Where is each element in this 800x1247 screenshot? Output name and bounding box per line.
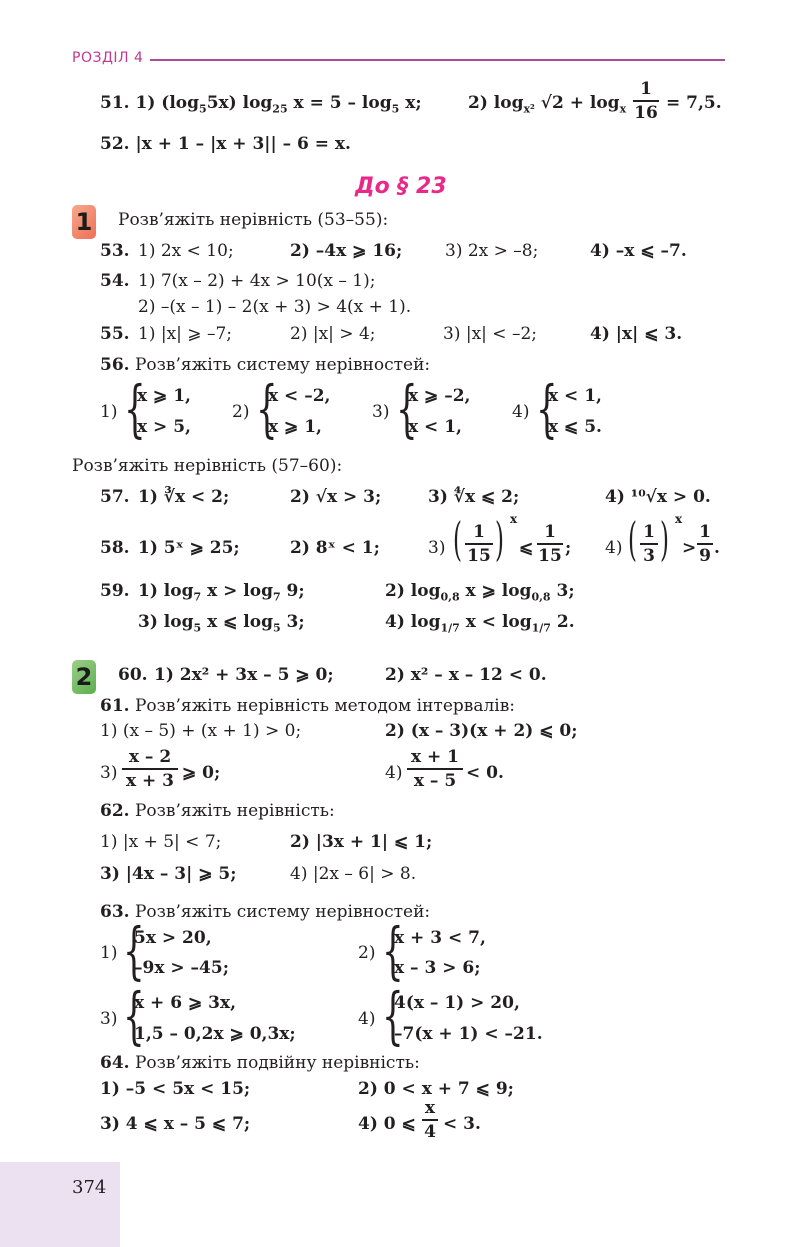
- header-rule: [150, 59, 725, 61]
- p58-4-fraction: 1 3: [640, 522, 658, 566]
- sys56-1-label: 1): [100, 402, 118, 422]
- p62-item-3: 3) |4x – 3| ⩾ 5;: [100, 864, 237, 884]
- p59-item-1: 1) $\log_7 x > \log_7 9$;: [138, 581, 305, 604]
- p54-line-1: 1) 7(x – 2) + 4x > 10(x – 1);: [138, 271, 376, 291]
- sys56-4-a: x < 1,: [548, 386, 602, 406]
- problem-51-2-end: = 7,5.: [666, 93, 722, 113]
- problem-56: 56. Розв’яжіть систему нерівностей:: [100, 355, 431, 375]
- p55-item-2: 2) |x| > 4;: [290, 324, 376, 344]
- sys63-2-a: x + 3 < 7,: [394, 928, 486, 948]
- p62-item-1: 1) |x + 5| < 7;: [100, 832, 222, 852]
- fraction-1-16: 1 16: [634, 79, 658, 123]
- problem-63: 63. Розв’яжіть систему нерівностей:: [100, 902, 431, 922]
- sys56-1-a: x ⩾ 1,: [137, 386, 191, 406]
- p55-item-4: 4) |x| ⩽ 3.: [590, 324, 683, 344]
- p61-3-relation: ⩾ 0;: [182, 763, 221, 783]
- p58-3-exponent: x: [510, 512, 518, 526]
- p64-item-2: 2) 0 < x + 7 ⩽ 9;: [358, 1079, 514, 1099]
- p62-item-2: 2) |3x + 1| ⩽ 1;: [290, 832, 433, 852]
- sys63-4-a: 4(x – 1) > 20,: [394, 993, 520, 1013]
- p58-3-end: ;: [565, 538, 572, 558]
- p54-line-2: 2) –(x – 1) – 2(x + 3) > 4(x + 1).: [138, 297, 412, 317]
- paren: (: [628, 512, 637, 566]
- p58-item-2: 2) 8ˣ < 1;: [290, 538, 380, 558]
- brace: {: [382, 914, 404, 987]
- sys63-3-b: 1,5 – 0,2x ⩾ 0,3x;: [134, 1024, 296, 1044]
- p53-item-2: 2) –4x ⩾ 16;: [290, 241, 403, 261]
- problem-54: 54.: [100, 271, 130, 291]
- p58-item-3-label: 3): [428, 538, 446, 558]
- sys63-1-label: 1): [100, 943, 118, 963]
- level-2-badge: 2: [72, 660, 96, 694]
- problem-53: 53.: [100, 241, 130, 261]
- p59-item-3: 3) $\log_5 x$ ⩽ $\log_5 3$;: [138, 612, 305, 635]
- p58-3-relation: ⩽: [519, 538, 534, 558]
- sys63-3-label: 3): [100, 1009, 118, 1029]
- p55-item-1: 1) |x| ⩾ –7;: [138, 324, 232, 344]
- problem-51: 51. 1) $(\log_55x)$ $\log_{25} x = 5 - \log_5 x$;: [100, 93, 422, 116]
- sys56-3-label: 3): [372, 402, 390, 422]
- problem-61: 61. Розв’яжіть нерівність методом інтервалів:: [100, 696, 516, 716]
- sys56-3-b: x < 1,: [408, 417, 462, 437]
- p58-4-end: .: [714, 538, 720, 558]
- section-heading: До § 23: [355, 174, 447, 199]
- paren: ): [660, 512, 669, 566]
- page-corner-decoration: [0, 1162, 120, 1247]
- sys63-1-a: 5x > 20,: [134, 928, 212, 948]
- problem-55: 55.: [100, 324, 130, 344]
- problem-64: 64. Розв’яжіть подвійну нерівність:: [100, 1053, 420, 1073]
- p53-item-3: 3) 2x > –8;: [445, 241, 539, 261]
- p64-item-1: 1) –5 < 5x < 15;: [100, 1079, 251, 1099]
- sys63-4-label: 4): [358, 1009, 376, 1029]
- sys56-4-b: x ⩽ 5.: [548, 417, 602, 437]
- p60-item-1: 1) 2x² + 3x – 5 ⩾ 0;: [154, 665, 334, 685]
- p64-item-3: 3) 4 ⩽ x – 5 ⩽ 7;: [100, 1114, 251, 1134]
- p58-4-exponent: x: [675, 512, 683, 526]
- brace: {: [536, 372, 558, 445]
- brace: {: [123, 979, 145, 1052]
- sys63-2-b: x – 3 > 6;: [394, 958, 481, 978]
- sys63-1-b: –9x > –45;: [134, 958, 229, 978]
- paren: (: [453, 512, 462, 566]
- p55-item-3: 3) |x| < –2;: [443, 324, 537, 344]
- sys63-4-b: –7(x + 1) < –21.: [394, 1024, 543, 1044]
- paren: ): [495, 512, 504, 566]
- sys56-2-a: x < –2,: [268, 386, 331, 406]
- p58-4-rfraction: 1 9: [697, 522, 713, 566]
- p61-item-1: 1) (x – 5) + (x + 1) > 0;: [100, 721, 302, 741]
- p64-item-4-label: 4) 0 ⩽: [358, 1114, 416, 1134]
- sys56-3-a: x ⩾ –2,: [408, 386, 471, 406]
- p61-4-relation: < 0.: [466, 763, 504, 783]
- sys63-3-a: x + 6 ⩾ 3x,: [134, 993, 237, 1013]
- p64-4-relation: < 3.: [443, 1114, 481, 1134]
- p53-item-1: 1) 2x < 10;: [138, 241, 234, 261]
- p58-3-fraction: 1 15: [465, 522, 493, 566]
- p58-item-1: 1) 5ˣ ⩾ 25;: [138, 538, 240, 558]
- sys63-2-label: 2): [358, 943, 376, 963]
- intro-57: Розв’яжіть нерівність (57–60):: [72, 456, 343, 476]
- p59-item-4: 4) $\log_{1/7} x < \log_{1/7} 2$.: [385, 612, 575, 635]
- sys56-4-label: 4): [512, 402, 530, 422]
- problem-60: 60.: [118, 665, 148, 685]
- page-number: 374: [72, 1177, 107, 1198]
- level-1-badge: 1: [72, 205, 96, 239]
- brace: {: [123, 914, 145, 987]
- p61-item-3-label: 3): [100, 763, 118, 783]
- p53-item-4: 4) –x ⩽ –7.: [590, 241, 687, 261]
- p61-item-2: 2) (x – 3)(x + 2) ⩽ 0;: [385, 721, 578, 741]
- problem-62: 62. Розв’яжіть нерівність:: [100, 801, 335, 821]
- sys56-2-label: 2): [232, 402, 250, 422]
- chapter-header: РОЗДІЛ 4: [72, 50, 144, 66]
- brace: {: [396, 372, 418, 445]
- p62-item-4: 4) |2x – 6| > 8.: [290, 864, 417, 884]
- problem-52: 52. |x + 1 – |x + 3|| – 6 = x.: [100, 134, 351, 154]
- p61-4-fraction: x + 1 x – 5: [407, 747, 463, 791]
- p58-item-4-label: 4): [605, 538, 623, 558]
- sys56-2-b: x ⩾ 1,: [268, 417, 322, 437]
- p61-3-fraction: x – 2 x + 3: [122, 747, 178, 791]
- p57-item-4: 4) ¹⁰√x > 0.: [605, 487, 711, 507]
- p58-4-relation: >: [682, 538, 697, 558]
- problem-51-2: 2) $\log_{x^2} √2 + \log_x$: [468, 93, 627, 116]
- p64-4-fraction: x 4: [422, 1098, 438, 1142]
- brace: {: [124, 372, 146, 445]
- p59-item-2: 2) $\log_{0,8} x$ ⩾ $\log_{0,8} 3$;: [385, 581, 575, 604]
- problem-59: 59.: [100, 581, 130, 601]
- sys56-1-b: x > 5,: [137, 417, 191, 437]
- p58-3-rfraction: 1 15: [538, 522, 562, 566]
- p61-item-4-label: 4): [385, 763, 403, 783]
- problem-57: 57.: [100, 487, 130, 507]
- brace: {: [256, 372, 278, 445]
- p60-item-2: 2) x² – x – 12 < 0.: [385, 665, 547, 685]
- brace: {: [382, 979, 404, 1052]
- p57-item-2: 2) √x > 3;: [290, 487, 382, 507]
- intro-53: Розв’яжіть нерівність (53–55):: [118, 210, 389, 230]
- p57-item-1: 1) ∛x < 2;: [138, 487, 230, 507]
- p57-item-3: 3) ∜x ⩽ 2;: [428, 487, 520, 507]
- problem-58: 58.: [100, 538, 130, 558]
